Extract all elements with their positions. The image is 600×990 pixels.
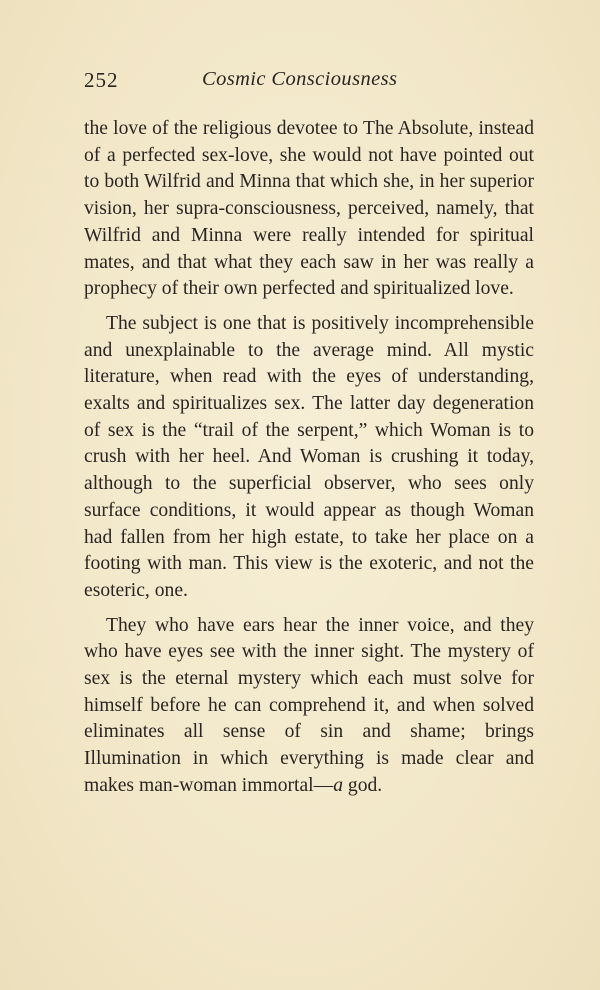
paragraph-3-ending: god. xyxy=(343,774,383,796)
book-title: Cosmic Consciousness xyxy=(202,68,398,90)
paragraph-3-text: They who have ears hear the inner voice, and they who have eyes see with the inner sight. The mystery of sex is the eternal mystery which each must solve for himself before he can comprehend it, and when solved eliminates all sense of sin and shame; brings Illumination in which everything is made clear and makes man-woman immortal— xyxy=(84,614,534,796)
running-head xyxy=(84,66,534,96)
paragraph-3 xyxy=(84,613,534,800)
page-number: 252 xyxy=(84,68,119,92)
book-page xyxy=(84,66,534,808)
paragraph-1: the love of the religious devotee to The Absolute, instead of a perfected sex-love, she would not have pointed out to both Wilfrid and Minna that which she, in her superior vision, her supra-consciousness, perceived, namely, that Wilfrid and Minna were really intended for spiritual mates, and that what they each saw in her was really a prophecy of their own perfected and spiritualized love. xyxy=(84,118,534,300)
italic-article: a xyxy=(333,774,344,796)
paragraph-2: The subject is one that is positively incomprehensible and unexplainable to the average mind. All mystic literature, when read with the eyes of understanding, exalts and spiritualizes sex. The latter day degeneration of sex is the “trail of the serpent,” which Woman is to crush with her heel. And Woman is crushing it today, although to the superficial observer, who sees only surface conditions, it would appear as though Woman had fallen from her high estate, to take her place on a footing with man. This view is the exoteric, and not the esoteric, one. xyxy=(84,312,534,601)
